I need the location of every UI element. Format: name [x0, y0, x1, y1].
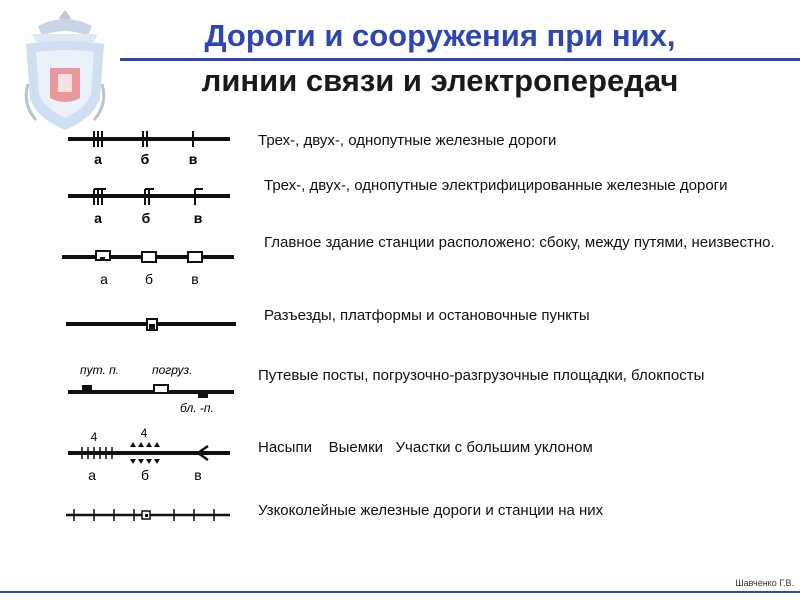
- page-title-line-2: линии связи и электропередач: [201, 63, 679, 98]
- electrified-railway-symbol: [58, 183, 238, 233]
- label-v: в: [191, 271, 199, 287]
- label-cut-depth: 4: [140, 426, 148, 440]
- embankment-symbol: [58, 425, 238, 485]
- label-a: а: [100, 271, 108, 287]
- sidings-description: Разъезды, платформы и остановочные пункты: [264, 307, 590, 324]
- label-a: а: [94, 151, 102, 167]
- railway-description: Трех-, двух-, однопутные железные дороги: [258, 132, 557, 149]
- label-embankment-height: 4: [90, 430, 98, 444]
- label-v: в: [194, 467, 202, 483]
- narrow-gauge-symbol: [58, 505, 238, 555]
- label-b: б: [140, 467, 150, 483]
- posts-description: Путевые посты, погрузочно-разгрузочные площадки, блокпосты: [258, 367, 705, 384]
- label-a: а: [94, 210, 102, 226]
- label-b: б: [140, 151, 150, 167]
- posts-symbol: [58, 358, 238, 418]
- label-loading: погруз.: [152, 363, 193, 377]
- footer-divider: [0, 591, 800, 593]
- label-v: в: [193, 210, 203, 226]
- page-title-line-1: Дороги и сооружения при них,: [204, 18, 676, 53]
- label-b: б: [144, 271, 154, 287]
- station-symbol: [58, 245, 238, 295]
- author-credit: Шавченко Г.В.: [735, 578, 794, 588]
- station-description: Главное здание станции расположено: сбоку, между путями, неизвестно.: [264, 234, 775, 251]
- title-divider: [120, 58, 800, 61]
- label-track-post: пут. п.: [80, 363, 120, 377]
- electrified-description: Трех-, двух-, однопутные электрифицированные железные дороги: [264, 177, 728, 194]
- label-a: а: [88, 467, 96, 483]
- narrow-gauge-description: Узкоколейные железные дороги и станции на них: [258, 502, 604, 519]
- railway-symbol: [58, 127, 238, 177]
- sidings-symbol: [58, 312, 238, 362]
- label-b: б: [141, 210, 151, 226]
- police-emblem-icon: [18, 4, 112, 136]
- label-v: в: [188, 151, 198, 167]
- embankments-description: Насыпи Выемки Участки с большим уклоном: [258, 439, 593, 456]
- label-block-post: бл. -п.: [180, 401, 214, 415]
